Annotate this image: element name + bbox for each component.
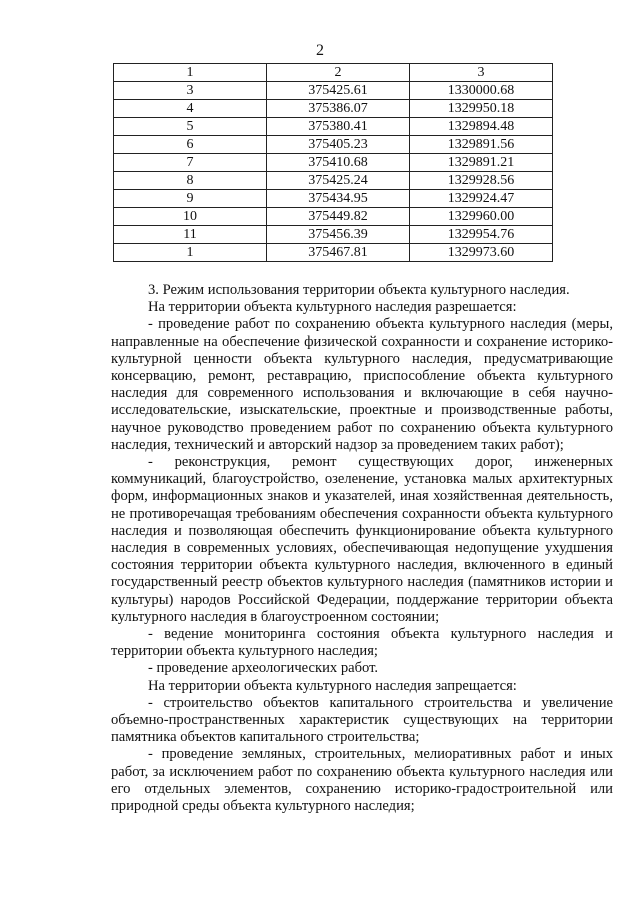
table-header-cell: 3 [410, 64, 553, 82]
allowed-item: - ведение мониторинга состояния объекта культурного наследия и территории объекта культурного наследия; [111, 626, 613, 660]
table-header-cell: 2 [267, 64, 410, 82]
point-number-cell: 8 [114, 172, 267, 190]
y-coordinate-cell: 1329891.56 [410, 136, 553, 154]
y-coordinate-cell: 1329894.48 [410, 118, 553, 136]
x-coordinate-cell: 375456.39 [267, 226, 410, 244]
allowed-intro: На территории объекта культурного наследия разрешается: [148, 299, 517, 316]
table-row [114, 226, 553, 244]
table-header-row [114, 64, 553, 82]
table-row [114, 244, 553, 262]
point-number-cell: 9 [114, 190, 267, 208]
y-coordinate-cell: 1329928.56 [410, 172, 553, 190]
x-coordinate-cell: 375410.68 [267, 154, 410, 172]
point-number-cell: 11 [114, 226, 267, 244]
table-row [114, 100, 553, 118]
x-coordinate-cell: 375449.82 [267, 208, 410, 226]
section-heading: 3. Режим использования территории объекта культурного наследия. [148, 282, 570, 298]
prohibited-item: - строительство объектов капитального строительства и увеличение объемно-пространственных характеристик существующих на территории памятника объектов капитального строительства; [111, 694, 613, 746]
coordinates-table [113, 63, 553, 262]
table-row [114, 154, 553, 172]
x-coordinate-cell: 375425.61 [267, 82, 410, 100]
allowed-item: - проведение работ по сохранению объекта культурного наследия (меры, направленные на обеспечение физической сохранности и сохранение историко-культурной ценности объекта культурного наследия, предусматривающие консервацию, ремонт, реставрацию, приспособление объекта культурного наследия для современного использования и включающие в себя научно-исследовательские, изыскательские, проектные и производственные работы, научное руководство проведением работ по сохранению объекта культурного наследия, технический и авторский надзор за проведением таких работ); [111, 316, 613, 453]
y-coordinate-cell: 1329891.21 [410, 154, 553, 172]
table-row [114, 82, 553, 100]
x-coordinate-cell: 375434.95 [267, 190, 410, 208]
prohibited-intro: На территории объекта культурного наследия запрещается: [148, 677, 517, 694]
table-row [114, 118, 553, 136]
x-coordinate-cell: 375425.24 [267, 172, 410, 190]
y-coordinate-cell: 1329960.00 [410, 208, 553, 226]
y-coordinate-cell: 1330000.68 [410, 82, 553, 100]
table-row [114, 190, 553, 208]
x-coordinate-cell: 375467.81 [267, 244, 410, 262]
y-coordinate-cell: 1329954.76 [410, 226, 553, 244]
y-coordinate-cell: 1329973.60 [410, 244, 553, 262]
point-number-cell: 1 [114, 244, 267, 262]
table-row [114, 136, 553, 154]
page-number: 2 [316, 42, 324, 59]
point-number-cell: 5 [114, 118, 267, 136]
allowed-item: - проведение археологических работ. [148, 660, 379, 677]
x-coordinate-cell: 375405.23 [267, 136, 410, 154]
point-number-cell: 6 [114, 136, 267, 154]
y-coordinate-cell: 1329950.18 [410, 100, 553, 118]
point-number-cell: 3 [114, 82, 267, 100]
x-coordinate-cell: 375386.07 [267, 100, 410, 118]
document-body [111, 282, 613, 815]
table-header-cell: 1 [114, 64, 267, 82]
allowed-item: - реконструкция, ремонт существующих дорог, инженерных коммуникаций, благоустройство, озеленение, установка малых архитектурных форм, информационных знаков и указателей, иная хозяйственная деятельность, не противоречащая требованиям обеспечения сохранности объекта культурного наследия и позволяющая обеспечить функционирование объекта культурного наследия в современных условиях, обеспечивающая недопущение ухудшения состояния территории объекта культурного наследия, включенного в единый государственный реестр объектов культурного наследия (памятников истории и культуры) народов Российской Федерации, поддержание территории объекта культурного наследия в благоустроенном состоянии; [111, 454, 613, 625]
prohibited-item: - проведение земляных, строительных, мелиоративных работ и иных работ, за исключением работ по сохранению объекта культурного наследия или его отдельных элементов, сохранению историко-градостроительной или природной среды объекта культурного наследия; [111, 746, 613, 815]
point-number-cell: 4 [114, 100, 267, 118]
point-number-cell: 7 [114, 154, 267, 172]
y-coordinate-cell: 1329924.47 [410, 190, 553, 208]
table-row [114, 208, 553, 226]
table-row [114, 172, 553, 190]
x-coordinate-cell: 375380.41 [267, 118, 410, 136]
point-number-cell: 10 [114, 208, 267, 226]
